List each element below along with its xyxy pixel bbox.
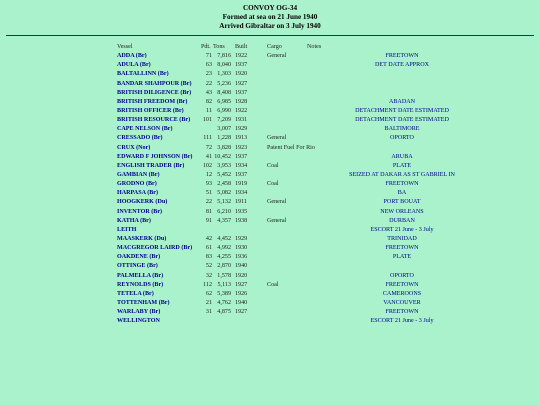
convoy-title: CONVOY OG-34 (242, 4, 298, 12)
cell-vessel: CAPE NELSON (Br) (117, 126, 173, 133)
cell-built: 1911 (235, 199, 247, 206)
cell-pdt: 82 (205, 98, 212, 105)
cell-built: 1926 (235, 290, 248, 297)
cell-notes: CAMEROONS (382, 290, 422, 297)
col-tons-header: Tons (213, 44, 225, 50)
cell-built: 1927 (235, 80, 248, 87)
cell-vessel: GAMBIAN (Br) (117, 171, 160, 178)
cell-notes: FREETOWN (385, 281, 419, 288)
cell-cargo: Coal (267, 181, 279, 188)
cell-built: 1938 (235, 217, 248, 224)
cell-notes: PLATE (392, 162, 412, 169)
cell-notes: OPORTO (390, 272, 414, 279)
cell-cargo: Coal (267, 162, 279, 169)
cell-notes: FREETOWN (385, 309, 419, 316)
cell-pdt: 52 (205, 263, 212, 270)
cell-pdt: 61 (205, 245, 212, 252)
cell-notes: SEIZED AT DAKAR AS ST GABRIEL IN (349, 171, 455, 178)
cell-vessel: KATHA (Br) (117, 217, 151, 224)
cell-pdt: 62 (205, 290, 212, 297)
cell-tons: 4,875 (217, 309, 231, 316)
cell-notes: PLATE (392, 254, 412, 261)
cell-cargo: General (267, 217, 287, 224)
cell-tons: 1,303 (217, 71, 231, 78)
cell-notes: DETACHMENT DATE ESTIMATED (355, 117, 449, 124)
cell-notes: FREETOWN (385, 245, 419, 252)
cell-notes: PORT BOUAT (383, 199, 421, 206)
cell-tons: 3,828 (217, 144, 231, 151)
cell-built: 1937 (235, 171, 248, 178)
cell-pdt: 71 (205, 53, 212, 60)
cell-tons: 3,007 (217, 126, 231, 133)
cell-notes: NEW ORLEANS (380, 208, 424, 215)
cell-built: 1940 (235, 299, 248, 306)
cell-tons: 8,408 (217, 89, 231, 96)
cell-vessel: WELLINGTON (117, 318, 160, 325)
cell-built: 1934 (235, 162, 248, 169)
cell-tons: 5,132 (217, 199, 231, 206)
cell-tons: 8,040 (217, 62, 231, 69)
cell-pdt: 91 (205, 217, 212, 224)
formed-line: Formed at sea on 21 June 1940 (222, 13, 318, 22)
cell-built: 1922 (235, 53, 248, 60)
cell-vessel: ADULA (Br) (117, 62, 151, 69)
header-divider (6, 35, 534, 36)
cell-built: 1920 (235, 272, 248, 279)
cell-notes: ESCORT 21 June - 3 July (370, 318, 434, 325)
cell-tons: 7,816 (217, 53, 231, 60)
cell-vessel: MAASKERK (Du) (117, 235, 167, 242)
cell-notes: FREETOWN (385, 181, 419, 188)
cell-tons: 2,458 (217, 181, 231, 188)
cell-built: 1920 (235, 71, 248, 78)
cell-vessel: BALTALLINN (Br) (117, 71, 169, 78)
cell-notes: OPORTO (390, 135, 414, 142)
cell-tons: 4,452 (217, 235, 231, 242)
cell-vessel: REYNOLDS (Br) (117, 281, 164, 288)
cell-pdt: 81 (205, 208, 212, 215)
cell-vessel: BRITISH RESOURCE (Br) (117, 117, 191, 124)
cell-tons: 6,210 (217, 208, 231, 215)
cell-built: 1937 (235, 89, 248, 96)
cell-tons: 6,990 (217, 107, 231, 114)
cell-vessel: BRITISH OFFICER (Br) (117, 107, 184, 114)
cell-pdt: 21 (205, 299, 212, 306)
cell-vessel: BRITISH DILIGENCE (Br) (117, 89, 192, 96)
arrived-line: Arrived Gibraltar on 3 July 1940 (219, 22, 321, 31)
cell-vessel: HARPASA (Br) (117, 190, 159, 197)
cell-built: 1929 (235, 235, 248, 242)
cell-notes: VANCOUVER (383, 299, 421, 306)
cell-vessel: LEITH (117, 226, 137, 233)
cell-notes: BALTIMORE (384, 126, 420, 133)
col-notes-header: Notes (307, 44, 322, 50)
cell-vessel: OAKDENE (Br) (117, 254, 161, 261)
col-built-header: Built (235, 44, 248, 50)
cell-built: 1919 (235, 181, 248, 188)
cell-vessel: HOOGKERK (Du) (117, 199, 168, 206)
cell-tons: 10,452 (214, 153, 231, 160)
cell-built: 1930 (235, 245, 248, 252)
cell-notes: BA (397, 190, 407, 197)
cell-pdt: 101 (202, 117, 212, 124)
cell-pdt: 22 (205, 199, 212, 206)
cell-tons: 7,209 (217, 117, 231, 124)
cell-pdt: 43 (205, 89, 212, 96)
cell-tons: 5,113 (217, 281, 231, 288)
cell-cargo: Patent Fuel For Rio (267, 144, 315, 151)
cell-tons: 1,578 (217, 272, 231, 279)
cell-tons: 4,357 (217, 217, 231, 224)
cell-built: 1936 (235, 254, 248, 261)
cell-pdt: 51 (205, 190, 212, 197)
cell-built: 1928 (235, 98, 248, 105)
cell-vessel: WARLABY (Br) (117, 309, 161, 316)
cell-built: 1934 (235, 190, 248, 197)
cell-pdt: 102 (202, 162, 212, 169)
cell-pdt: 112 (203, 281, 212, 288)
cell-vessel: OTTINGE (Br) (117, 263, 158, 270)
cell-pdt: 23 (205, 71, 212, 78)
cell-pdt: 22 (205, 80, 212, 87)
cell-tons: 3,953 (217, 162, 231, 169)
cell-notes: ARUBA (391, 153, 413, 160)
cell-pdt: 31 (205, 309, 212, 316)
cell-built: 1937 (235, 153, 248, 160)
cell-notes: ABADAN (388, 98, 416, 105)
cell-cargo: General (267, 199, 287, 206)
cell-notes: FREETOWN (385, 53, 419, 60)
cell-pdt: 11 (206, 107, 212, 114)
cell-pdt: 32 (205, 272, 212, 279)
cell-vessel: BRITISH FREEDOM (Br) (117, 98, 188, 105)
cell-notes: ESCORT 21 June - 3 July (370, 226, 434, 233)
cell-tons: 5,389 (217, 290, 231, 297)
cell-cargo: General (267, 135, 287, 142)
cell-built: 1922 (235, 107, 248, 114)
cell-pdt: 42 (205, 235, 212, 242)
cell-vessel: EDWARD F JOHNSON (Br) (117, 153, 193, 160)
cell-pdt: 63 (205, 62, 212, 69)
cell-notes: TRINIDAD (387, 235, 417, 242)
cell-notes: DURBAN (389, 217, 415, 224)
cell-pdt: 41 (205, 153, 212, 160)
col-vessel-header: Vessel (117, 44, 133, 50)
cell-vessel: PALMELLA (Br) (117, 272, 164, 279)
cell-tons: 2,870 (217, 263, 231, 270)
cell-built: 1927 (235, 281, 248, 288)
cell-notes: DET DATE APPROX (374, 62, 430, 69)
cell-built: 1940 (235, 263, 248, 270)
cell-tons: 6,985 (217, 98, 231, 105)
col-pdt-header: Pdt. (201, 44, 211, 50)
cell-pdt: 12 (205, 171, 212, 178)
cell-tons: 4,255 (217, 254, 231, 261)
cell-pdt: 93 (205, 181, 212, 188)
cell-tons: 4,762 (217, 299, 231, 306)
cell-built: 1929 (235, 126, 248, 133)
cell-cargo: General (267, 53, 287, 60)
cell-built: 1931 (235, 117, 248, 124)
cell-built: 1937 (235, 62, 248, 69)
cell-pdt: 83 (205, 254, 212, 261)
cell-built: 1935 (235, 208, 248, 215)
page-header (0, 0, 540, 32)
cell-tons: 1,228 (217, 135, 231, 142)
cell-vessel: CRESSADO (Br) (117, 135, 163, 142)
cell-pdt: 72 (205, 144, 212, 151)
cell-vessel: ENGLISH TRADER (Br) (117, 162, 185, 169)
cell-vessel: GRODNO (Br) (117, 181, 157, 188)
cell-cargo: Coal (267, 281, 279, 288)
cell-vessel: MACGREGOR LAIRD (Br) (117, 245, 193, 252)
cell-tons: 5,236 (217, 80, 231, 87)
cell-vessel: BANDAR SHAHPOUR (Br) (117, 80, 192, 87)
cell-notes: DETACHMENT DATE ESTIMATED (355, 107, 449, 114)
cell-vessel: CRUX (Nor) (117, 144, 151, 151)
cell-vessel: INVENTOR (Br) (117, 208, 163, 215)
cell-built: 1927 (235, 309, 248, 316)
cell-built: 1923 (235, 144, 248, 151)
cell-tons: 5,082 (217, 190, 231, 197)
cell-tons: 5,452 (217, 171, 231, 178)
cell-vessel: TOTTENHAM (Br) (117, 299, 170, 306)
cell-built: 1913 (235, 135, 248, 142)
cell-vessel: TETELA (Br) (117, 290, 154, 297)
cell-tons: 4,992 (217, 245, 231, 252)
col-cargo-header: Cargo (267, 44, 282, 50)
cell-vessel: ADDA (Br) (117, 53, 147, 60)
cell-pdt: 111 (203, 135, 212, 142)
